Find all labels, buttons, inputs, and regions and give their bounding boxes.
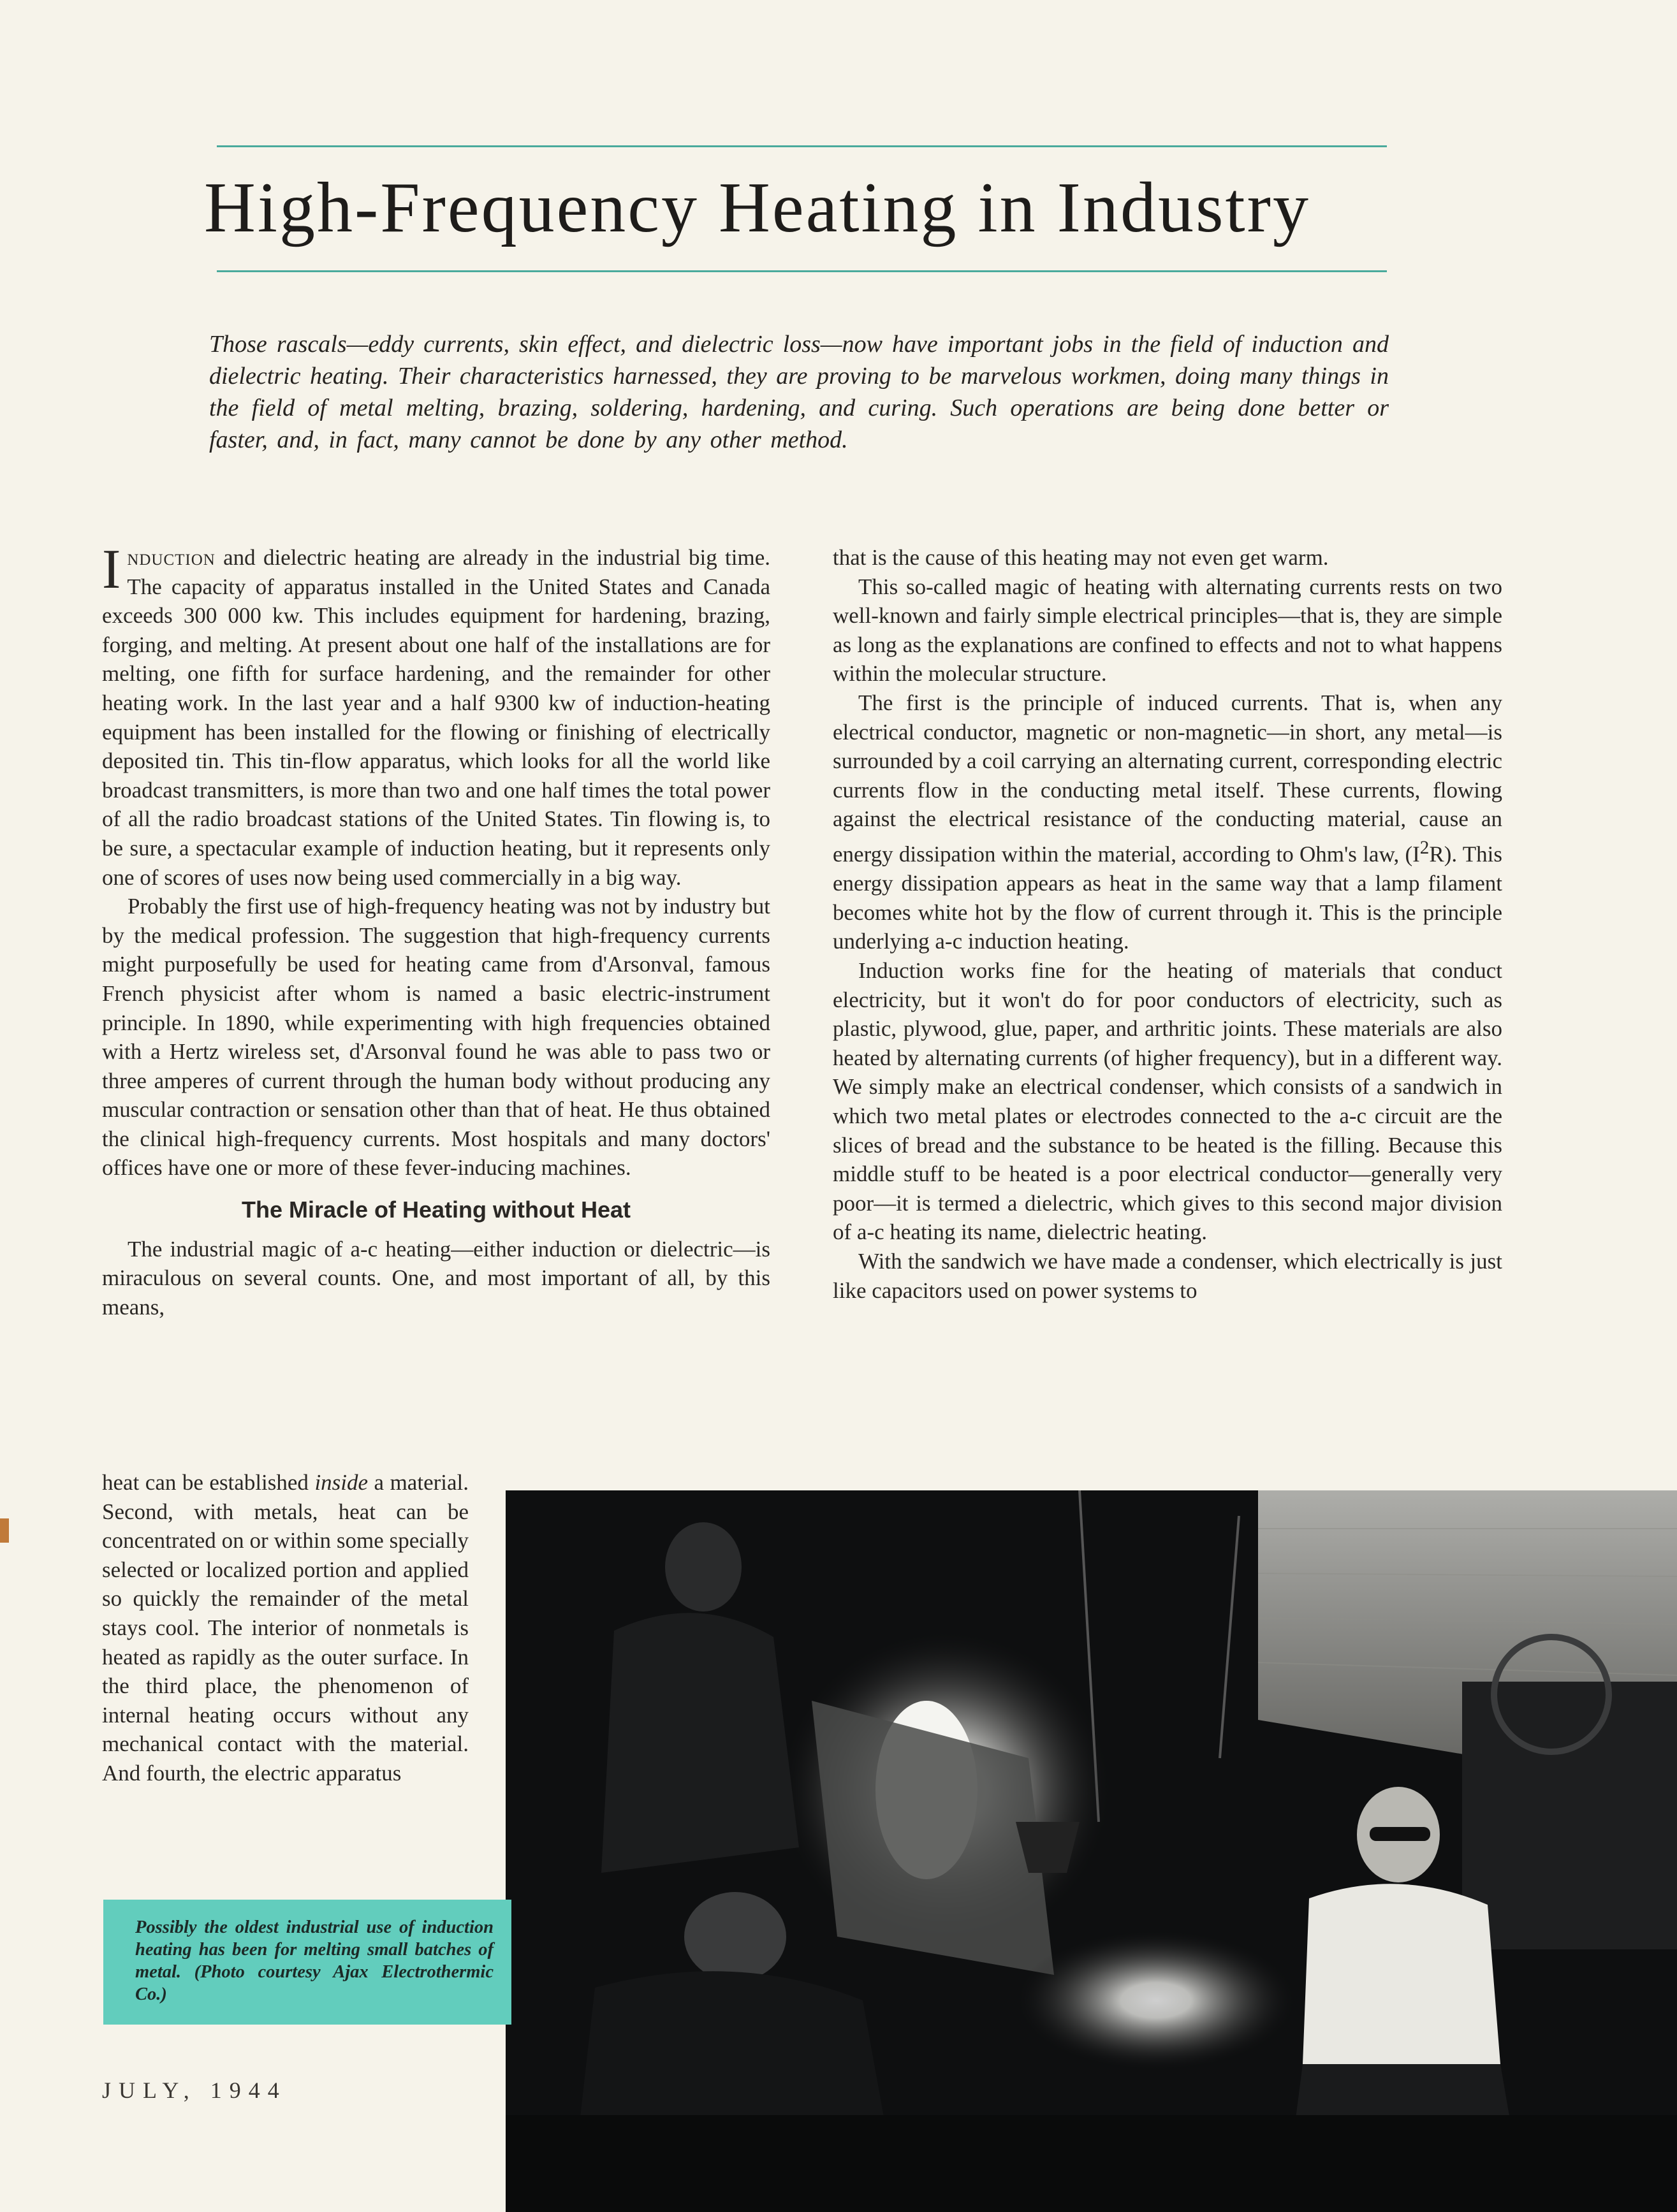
paragraph-r3	[833, 688, 1502, 956]
photo-caption-box	[103, 1900, 511, 2025]
paragraph-1-text: and dielectric heating are already in the industrial big time. The capacity of apparatus installed in the United States and Canada exceeds 300 000 kw. This includes equipment for hardening, brazing, forging, and melting. At present about one half of the installations are for melting, one fifth for surface hardening, and the remainder for other heating work. In the last year and a half 9300 kw of induction-heating equipment has been installed for the flowing or finishing of electrically deposited tin. This tin-flow apparatus, which looks for all the world like broadcast transmitters, is more than two and one half times the total power of all the radio broadcast stations of the United States. Tin flowing is, to be sure, a spectacular example of induction heating, but it represents only one of scores of uses now being used commercially in a big way.	[102, 545, 770, 890]
paragraph-r2: This so-called magic of heating with alternating currents rests on two well-known and fairly simple electrical principles—that is, they are simple as long as the explanations are confined to effects and not to what happens within the molecular structure.	[833, 574, 1502, 687]
paragraph-r1: that is the cause of this heating may not even get warm.	[833, 545, 1329, 570]
paragraph-3-continued-a: heat can be established	[102, 1470, 315, 1495]
paragraph-r5: With the sandwich we have made a condenser, which electrically is just like capacitors used on power systems to	[833, 1248, 1502, 1303]
paragraph-3: The industrial magic of a-c heating—either induction or dielectric—is miraculous on several counts. One, and most important of all, by this means,	[102, 1236, 770, 1320]
foundry-photo	[506, 1490, 1677, 2212]
paragraph-3-continued-b: a material. Second, with metals, heat can be concentrated on or within some specially selected or localized portion and applied so quickly the remainder of the metal stays cool. The interior of nonmetals is heated as rapidly as the outer surface. In the third place, the phenomenon of internal heating occurs without any mechanical contact with the material. And fourth, the electric apparatus	[102, 1470, 469, 1786]
paragraph-r3-b: R). This energy dissipation appears as heat in the same way that a lamp filament becomes white hot by the flow of current through it. This is the principle underlying a-c induction heating.	[833, 841, 1502, 954]
paragraph-r3-a: The first is the principle of induced currents. That is, when any electrical conductor, magnetic or non-magnetic—in short, any metal—is surrounded by a coil carrying an alternating current, corresponding electric currents flow in the conducting metal itself. These currents, flowing against the electrical resistance of the conducting material, cause an energy dissipation within the material, according to Ohm's law, (I	[833, 690, 1502, 867]
section-subhead: The Miracle of Heating without Heat	[241, 1197, 631, 1223]
page-footer-date: JULY, 1944	[102, 2077, 287, 2103]
lead-small-caps: nduction	[127, 545, 216, 570]
title-rule-bottom	[217, 270, 1387, 272]
left-column	[102, 539, 770, 1321]
drop-cap: I	[102, 539, 121, 600]
foundry-photo-illustration	[506, 1490, 1677, 2212]
right-column	[833, 543, 1502, 1305]
paragraph-2: Probably the first use of high-frequency heating was not by industry but by the medical profession. The suggestion that high-frequency currents might purposefully be used for heating came from d'Arsonval, famous French physicist after whom is named a basic electric-instrument principle. In 1890, while experimenting with high frequencies obtained with a Hertz wireless set, d'Arsonval found he was able to pass two or three amperes of current through the human body without producing any muscular contraction or sensation other than that of heat. He thus obtained the clinical high-frequency currents. Most hospitals and many doctors' offices have one or more of these fever-inducing machines.	[102, 894, 770, 1181]
emphasis-inside: inside	[314, 1470, 369, 1495]
superscript-2: 2	[1419, 837, 1430, 858]
article-title: High-Frequency Heating in Industry	[204, 168, 1310, 247]
paragraph-3-continued	[102, 1468, 469, 1788]
title-rule-top	[217, 145, 1387, 147]
page-edge-mark	[0, 1518, 9, 1543]
paragraph-1	[102, 539, 770, 892]
article-intro: Those rascals—eddy currents, skin effect, and dielectric loss—now have important jobs in the field of induction and dielectric heating. Their characteristics harnessed, they are proving to be marvelous workmen, doing many things in the field of metal melting, brazing, soldering, hardening, and curing. Such operations are being done better or faster, and, in fact, many cannot be done by any other method.	[209, 331, 1389, 453]
paragraph-r4: Induction works fine for the heating of materials that conduct electricity, but it won't do for poor conductors of electricity, such as plastic, plywood, glue, paper, and arthritic joints. These materials are also heated by alternating currents (of higher frequency), but in a different way. We simply make an electrical condenser, which consists of a sandwich in which two metal plates or electrodes connected to the a-c circuit are the slices of bread and the substance to be heated is the filling. Because this middle stuff to be heated is a poor electrical conductor—generally very poor—it is termed a dielectric, which gives to this second major division of a-c heating its name, dielectric heating.	[833, 957, 1502, 1245]
photo-caption: Possibly the oldest industrial use of induction heating has been for melting small batches of metal. (Photo courtesy Ajax Electrothermic Co.)	[135, 1917, 494, 2004]
narrow-column	[102, 1468, 469, 1788]
